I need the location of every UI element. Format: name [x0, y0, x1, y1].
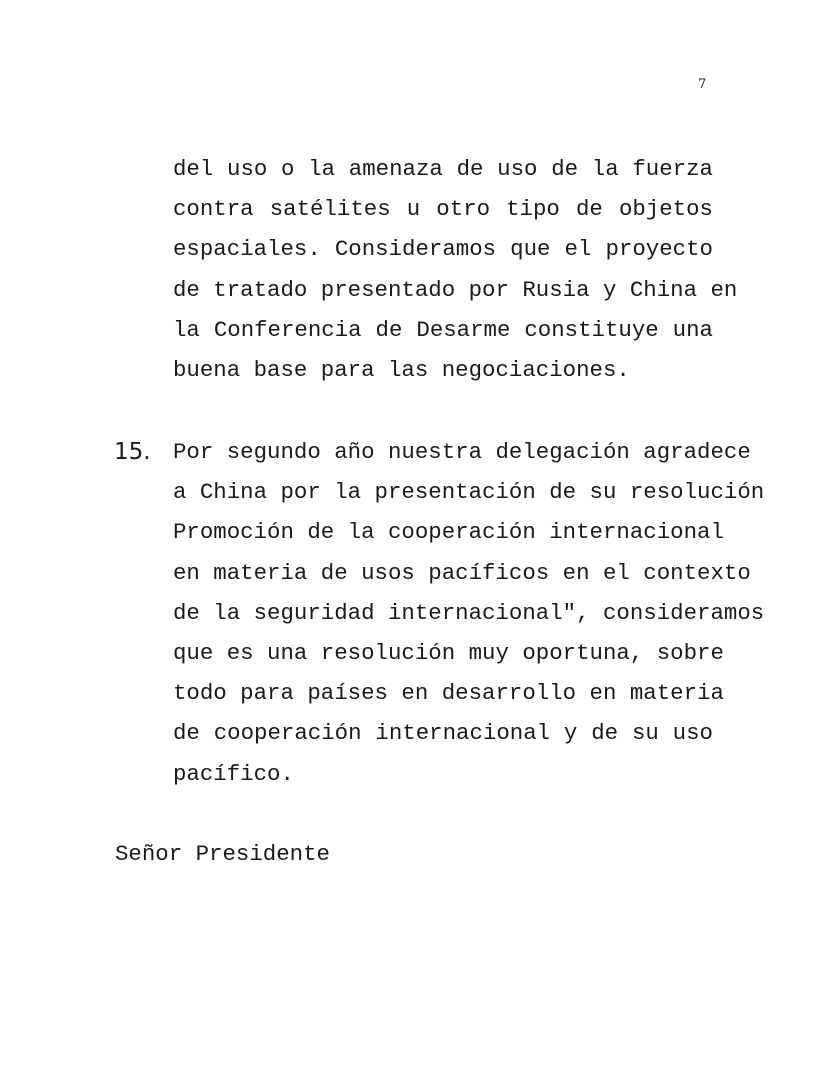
paragraph-line: espaciales. Consideramos que el proyecto [173, 236, 713, 263]
paragraph-15 [173, 432, 765, 794]
paragraph-line: todo para países en desarrollo en materia [173, 680, 724, 707]
paragraph-line: pacífico. [173, 760, 294, 787]
paragraph-line: Por segundo año nuestra delegación agradece [173, 439, 751, 465]
paragraph-line: de tratado presentado por Rusia y China en [173, 276, 738, 303]
page-number: 7 [698, 77, 707, 92]
paragraph-line: de la seguridad internacional", consideramos [173, 599, 765, 626]
paragraph-line: que es una resolución muy oportuna, sobre [173, 640, 724, 667]
paragraph-continued [173, 149, 738, 390]
closing-salutation: Señor Presidente [115, 841, 330, 867]
paragraph-line: del uso o la amenaza de uso de la fuerza [173, 156, 713, 182]
paragraph-number: 15. [114, 439, 151, 465]
paragraph-line: en materia de usos pacíficos en el contexto [173, 559, 751, 586]
paragraph-line: contra satélites u otro tipo de objetos [173, 196, 713, 223]
paragraph-line: de cooperación internacional y de su uso [173, 720, 713, 747]
paragraph-line: buena base para las negociaciones. [173, 357, 630, 384]
paragraph-line: la Conferencia de Desarme constituye una [173, 316, 713, 343]
paragraph-line: Promoción de la cooperación internacional [173, 519, 724, 546]
paragraph-line: a China por la presentación de su resolución [173, 479, 765, 506]
